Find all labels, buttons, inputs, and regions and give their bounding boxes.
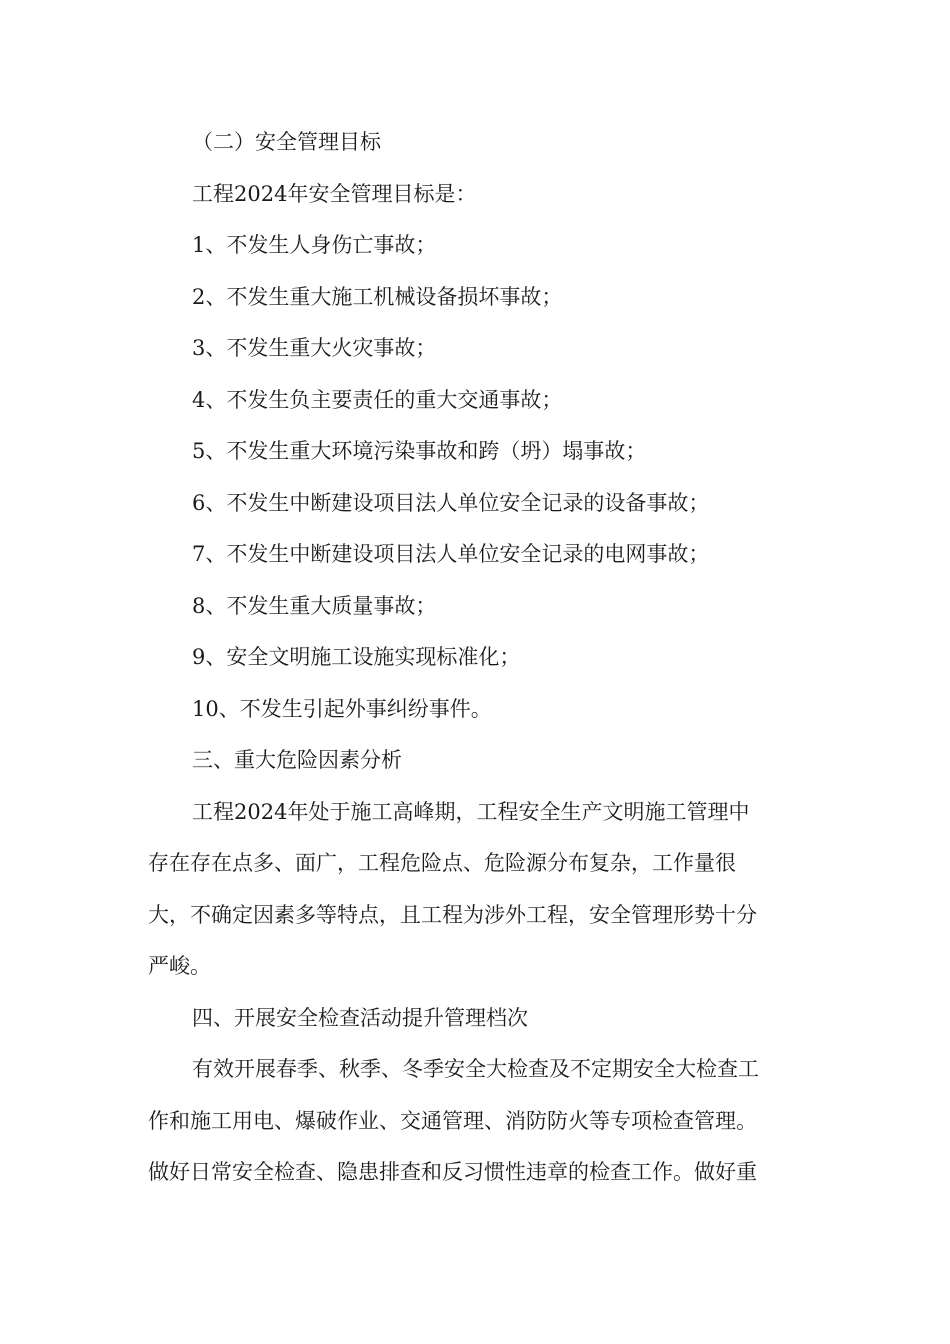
section-heading-risk-analysis: 三、重大危险因素分析 — [192, 748, 402, 772]
list-item: 2、不发生重大施工机械设备损坏事故； — [192, 284, 563, 309]
paragraph-line: 作和施工用电、爆破作业、交通管理、消防防火等专项检查管理。 — [148, 1108, 757, 1133]
list-item: 6、不发生中断建设项目法人单位安全记录的设备事故； — [192, 490, 710, 515]
list-item: 4、不发生负主要责任的重大交通事故； — [192, 387, 563, 412]
list-item: 1、不发生人身伤亡事故； — [192, 233, 437, 257]
list-item: 10、不发生引起外事纠纷事件。 — [192, 696, 492, 721]
section-heading-safety-inspection: 四、开展安全检查活动提升管理档次 — [192, 1005, 528, 1030]
paragraph-line: 有效开展春季、秋季、冬季安全大检查及不定期安全大检查工 — [192, 1057, 759, 1081]
paragraph-line: 严峻。 — [148, 954, 211, 978]
paragraph-line: 大，不确定因素多等特点，且工程为涉外工程，安全管理形势十分 — [148, 902, 757, 927]
paragraph-line: 存在存在点多、面广，工程危险点、危险源分布复杂，工作量很 — [148, 851, 736, 875]
paragraph-line: 工程2024年安全管理目标是： — [192, 181, 477, 206]
paragraph-line: 做好日常安全检查、隐患排查和反习惯性违章的检查工作。做好重 — [148, 1160, 757, 1184]
list-item: 9、安全文明施工设施实现标准化； — [192, 645, 521, 669]
document-body — [148, 117, 800, 1199]
list-item: 5、不发生重大环境污染事故和跨（坍）塌事故； — [192, 439, 647, 463]
list-item: 7、不发生中断建设项目法人单位安全记录的电网事故； — [192, 542, 710, 566]
subheading-safety-goals: （二）安全管理目标 — [192, 130, 381, 154]
list-item: 3、不发生重大火灾事故； — [192, 336, 437, 360]
list-item: 8、不发生重大质量事故； — [192, 593, 437, 618]
paragraph-line: 工程2024年处于施工高峰期，工程安全生产文明施工管理中 — [192, 799, 750, 824]
